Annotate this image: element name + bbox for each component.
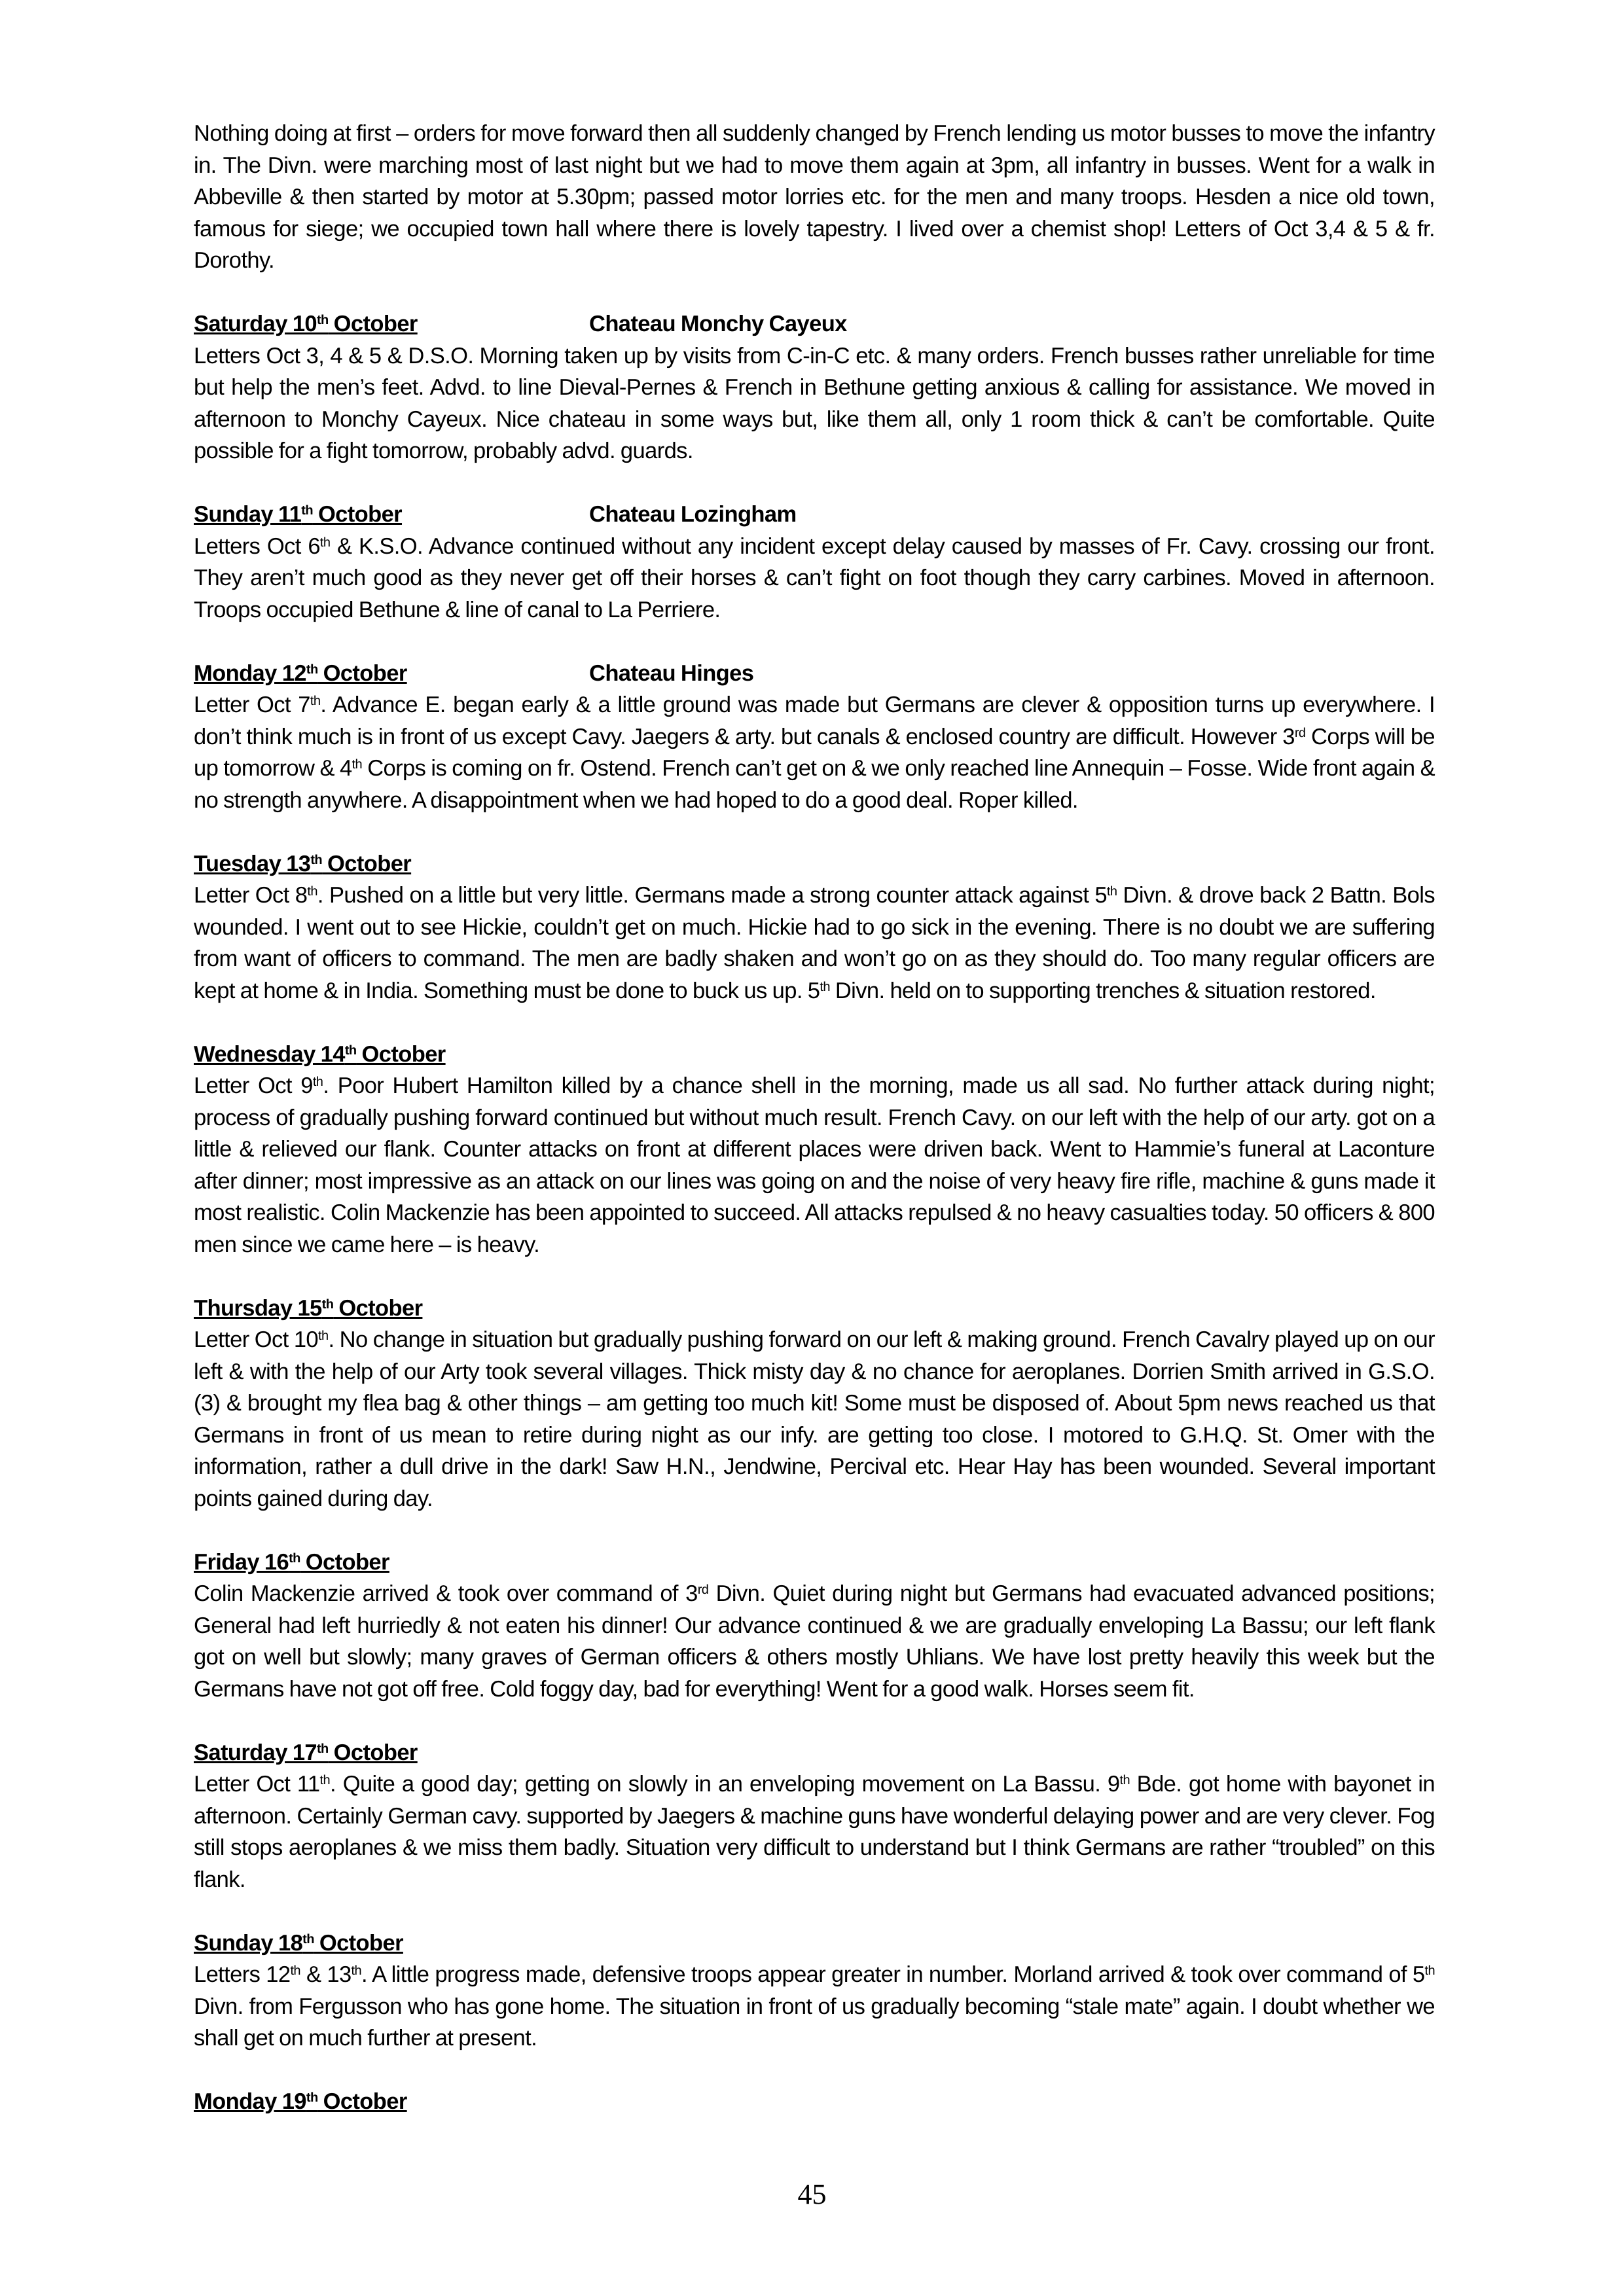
entry-date-heading	[194, 1293, 1435, 1325]
entry-day-suffix: th	[317, 313, 329, 327]
diary-entries	[194, 308, 1435, 2118]
entry-month: October	[317, 2089, 407, 2114]
entry-date-heading	[194, 1737, 1435, 1769]
entry-month: October	[317, 660, 407, 686]
entry-day: Wednesday 14	[194, 1041, 345, 1067]
entry-month: October	[322, 851, 412, 876]
entry-day: Friday 16	[194, 1549, 289, 1575]
entry-month: October	[356, 1041, 446, 1067]
entry-date-heading	[194, 848, 1435, 880]
entry-month: October	[300, 1549, 389, 1575]
entry-location: Chateau Lozingham	[589, 502, 797, 527]
entry-date-heading	[194, 2086, 1435, 2118]
entry-body: Letters Oct 6th & K.S.O. Advance continued without any incident except delay caused by masses of Fr. Cavy. crossing our front. They aren’t much good as they never get off their horses & can’t fight on foot though they carry carbines. Moved in afternoon. Troops occupied Bethune & line of canal to La Perriere.	[194, 533, 1435, 622]
diary-entry	[194, 1039, 1435, 1261]
opening-paragraph: Nothing doing at first – orders for move forward then all suddenly changed by French lending us motor busses to move the infantry in. The Divn. were marching most of last night but we had to move them again at 3pm, all infantry in busses. Went for a walk in Abbeville & then started by motor at 5.30pm; passed motor lorries etc. for the men and many troops. Hesden a nice old town, famous for siege; we occupied town hall where there is lovely tapestry. I lived over a chemist shop! Letters of Oct 3,4 & 5 & fr. Dorothy.	[194, 121, 1435, 273]
entry-day: Saturday 17	[194, 1740, 317, 1765]
entry-day-suffix: th	[321, 1297, 334, 1312]
entry-body: Letter Oct 9th. Poor Hubert Hamilton killed by a chance shell in the morning, made us all sad. No further attack during night; process of gradually pushing forward continued but without much result. French Cavy. on our left with the help of our arty. got on a little & relieved our flank. Counter attacks on front at different places were driven back. Went to Hammie’s funeral at Laconture after dinner; most impressive as an attack on our lines was going on and the noise of very heavy fire rifle, machine & guns made it most realistic. Colin Mackenzie has been appointed to succeed. All attacks repulsed & no heavy casualties today. 50 officers & 800 men since we came here – is heavy.	[194, 1073, 1435, 1257]
entry-day: Tuesday 13	[194, 851, 311, 876]
entry-date-heading	[194, 499, 1435, 531]
entry-month: October	[328, 1740, 418, 1765]
diary-entry	[194, 308, 1435, 467]
entry-date-heading	[194, 1928, 1435, 1960]
entry-location: Chateau Monchy Cayeux	[589, 312, 847, 336]
entry-month: October	[328, 312, 418, 336]
diary-entry	[194, 1737, 1435, 1896]
entry-body: Letter Oct 11th. Quite a good day; getting on slowly in an enveloping movement on La Bassu. 9th Bde. got home with bayonet in afternoon. Certainly German cavy. supported by Jaegers & machine guns have wonderful delaying power and are very clever. Fog still stops aeroplanes & we miss them badly. Situation very difficult to understand but I think Germans are rather “troubled” on this flank.	[194, 1772, 1435, 1892]
entry-month: October	[333, 1295, 423, 1321]
entry-body: Letters 12th & 13th. A little progress made, defensive troops appear greater in number. Morland arrived & took over command of 5th Divn. from Fergusson who has gone home. The situation in front of us gradually becoming “stale mate” again. I doubt whether we shall get on much further at present.	[194, 1962, 1435, 2051]
entry-day-suffix: th	[306, 662, 318, 677]
entry-date-heading	[194, 308, 1435, 340]
entry-day-suffix: th	[301, 503, 313, 518]
entry-day-suffix: th	[302, 1931, 314, 1946]
entry-date-heading	[194, 658, 1435, 690]
entry-day-suffix: th	[289, 1551, 300, 1566]
diary-entry	[194, 1928, 1435, 2054]
entry-day-suffix: th	[344, 1043, 357, 1058]
entry-month: October	[312, 502, 403, 527]
entry-day-suffix: th	[317, 1741, 329, 1756]
diary-entry	[194, 1547, 1435, 1706]
diary-entry	[194, 848, 1435, 1007]
entry-body: Letter Oct 7th. Advance E. began early & a little ground was made but Germans are clever & opposition turns up everywhere. I don’t think much is in front of us except Cavy. Jaegers & arty. but canals & enclosed country are difficult. However 3rd Corps will be up tomorrow & 4th Corps is coming on fr. Ostend. French can’t get on & we only reached line Annequin – Fosse. Wide front again & no strength anywhere. A disappointment when we had hoped to do a good deal. Roper killed.	[194, 692, 1435, 813]
diary-entry	[194, 1293, 1435, 1515]
diary-entry	[194, 2086, 1435, 2118]
entry-location: Chateau Hinges	[589, 660, 754, 686]
entry-body: Letter Oct 8th. Pushed on a little but very little. Germans made a strong counter attack against 5th Divn. & drove back 2 Battn. Bols wounded. I went out to see Hickie, couldn’t get on much. Hickie had to go sick in the evening. There is no doubt we are suffering from want of officers to command. The men are badly shaken and won’t go on as they should do. Too many regular officers are kept at home & in India. Something must be done to buck us up. 5th Divn. held on to supporting trenches & situation restored.	[194, 883, 1435, 1003]
entry-month: October	[314, 1930, 403, 1956]
entry-body: Colin Mackenzie arrived & took over command of 3rd Divn. Quiet during night but Germans had evacuated advanced positions; General had left hurriedly & not eaten his dinner! Our advance continued & we are gradually enveloping La Bassu; our left flank got on well but slowly; many graves of German officers & others mostly Uhlians. We have lost pretty heavily this week but the Germans have not got off free. Cold foggy day, bad for everything! Went for a good walk. Horses seem fit.	[194, 1581, 1435, 1702]
entry-day: Monday 12	[194, 660, 306, 686]
diary-entry	[194, 499, 1435, 626]
diary-page	[194, 118, 1435, 2118]
entry-day-suffix: th	[310, 852, 323, 867]
diary-entry	[194, 658, 1435, 817]
entry-day: Saturday 10	[194, 312, 317, 336]
entry-day: Sunday 11	[194, 502, 302, 527]
entry-date-heading	[194, 1039, 1435, 1071]
entry-body: Letters Oct 3, 4 & 5 & D.S.O. Morning taken up by visits from C-in-C etc. & many orders. French busses rather unreliable for time but help the men’s feet. Advd. to line Dieval-Pernes & French in Bethune getting anxious & calling for assistance. We moved in afternoon to Monchy Cayeux. Nice chateau in some ways but, like them all, only 1 room thick & can’t be comfortable. Quite possible for a fight tomorrow, probably advd. guards.	[194, 343, 1435, 463]
entry-day: Thursday 15	[194, 1295, 322, 1321]
entry-day: Monday 19	[194, 2089, 306, 2114]
entry-date-heading	[194, 1547, 1435, 1579]
page-number: 45	[797, 2178, 827, 2210]
entry-day: Sunday 18	[194, 1930, 303, 1956]
entry-day-suffix: th	[306, 2090, 318, 2105]
entry-body: Letter Oct 10th. No change in situation but gradually pushing forward on our left & making ground. French Cavalry played up on our left & with the help of our Arty took several villages. Thick misty day & no chance for aeroplanes. Dorrien Smith arrived in G.S.O. (3) & brought my flea bag & other things – am getting too much kit! Some must be disposed of. About 5pm news reached us that Germans in front of us mean to retire during night as our infy. are getting too close. I motored to G.H.Q. St. Omer with the information, rather a dull drive in the dark! Saw H.N., Jendwine, Percival etc. Hear Hay has been wounded. Several important points gained during day.	[194, 1327, 1435, 1511]
